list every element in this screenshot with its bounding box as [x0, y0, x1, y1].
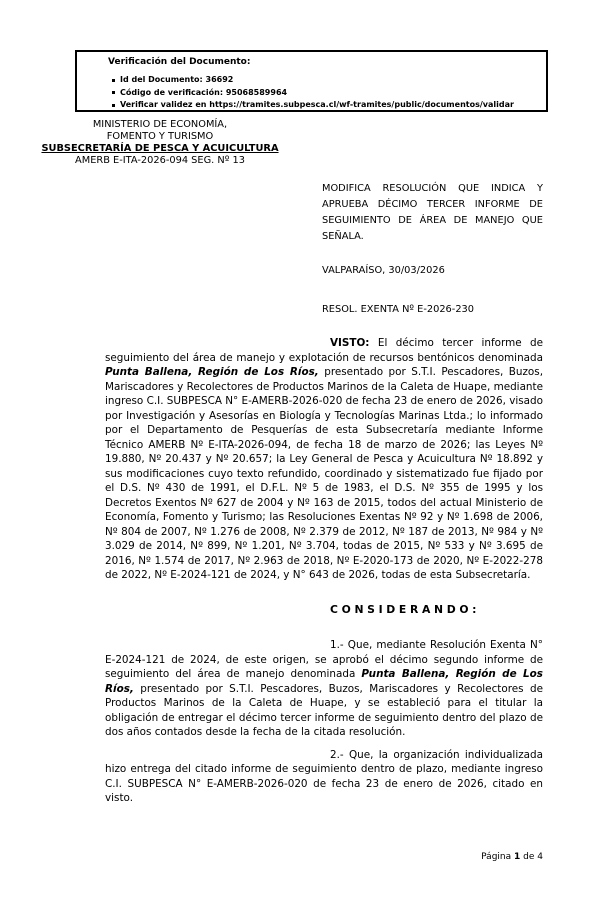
verification-item-url — [112, 99, 540, 112]
paragraph-text: presentado por S.T.I. Pescadores, Buzos, Mariscadores y Recolectores de Productos Marinos de la Caleta de Huape, y se estableció para el titular la obligación de entregar el décimo tercer informe de seguimiento dentro del plazo de dos años contados desde la fecha de la citada resolución. — [105, 682, 543, 738]
verification-item-text: Código de verificación: 95068589964 — [120, 87, 288, 97]
verification-item-text: Id del Documento: 36692 — [120, 75, 234, 84]
bullet-icon — [112, 104, 115, 107]
visto-label: VISTO: — [330, 337, 370, 349]
amerb-code-line: AMERB E-ITA-2026-094 SEG. Nº 13 — [75, 155, 245, 166]
resolution-number: RESOL. EXENTA Nº E-2026-230 — [322, 304, 475, 315]
considerando-paragraph-2 — [105, 748, 543, 806]
verification-item-document-id — [112, 74, 540, 87]
ministry-line-2: FOMENTO Y TURISMO — [106, 131, 214, 142]
subsecretaria-line: SUBSECRETARÍA DE PESCA Y ACUICULTURA — [41, 143, 279, 154]
considerando-heading: CONSIDERANDO: — [330, 602, 481, 616]
page-number: 1 — [514, 852, 521, 862]
visto-paragraph — [105, 336, 543, 583]
verification-box — [75, 50, 548, 112]
paragraph-text: 2.- Que, la organización individualizada hizo entrega del citado informe de seguimiento dentro de plazo, mediante ingreso C.I. SUBPESCA N° E-AMERB-2026-020 de fecha 23 de enero de 2026, citado en visto. — [105, 748, 543, 804]
considerando-paragraph-1 — [105, 638, 543, 740]
management-area-name: Punta Ballena, Región de Los Ríos, — [105, 668, 543, 695]
resolution-subject: MODIFICA RESOLUCIÓN QUE INDICA Y APRUEBA DÉCIMO TERCER INFORME DE SEGUIMIENTO DE ÁREA DE MANEJO QUE SEÑALA. — [322, 183, 543, 242]
ministry-line-1: MINISTERIO DE ECONOMÍA, — [92, 119, 228, 130]
bullet-icon — [112, 91, 115, 94]
visto-text: presentado por S.T.I. Pescadores, Buzos, Mariscadores y Recolectores de Productos Marinos de la Caleta de Huape, mediante ingreso C.I. SUBPESCA N° E-AMERB-2026-020 de fecha 23 de enero de 2026, visado por Investigación y Asesorías en Biología y Tecnologías Marinas Ltda.; lo informado por el Departamento de Pesquerías de esta Subsecretaría mediante Informe Técnico AMERB Nº E-ITA-2026-094, de fecha 18 de marzo de 2026; las Leyes Nº 19.880, Nº 20.437 y Nº 20.657; la Ley General de Pesca y Acuicultura Nº 18.892 y sus modificaciones cuyo texto refundido, coordinado y sistematizado fue fijado por el D.S. Nº 430 de 1991, el D.F.L. Nº 5 de 1983, el D.S. Nº 355 de 1995 y los Decretos Exentos Nº 627 de 2004 y Nº 163 de 2015, todos del actual Ministerio de Economía, Fomento y Turismo; las Resoluciones Exentas Nº 92 y Nº 1.698 de 2006, Nº 804 de 2007, Nº 1.276 de 2008, Nº 2.379 de 2012, Nº 187 de 2013, Nº 984 y Nº 3.029 de 2014, Nº 899, Nº 1.201, Nº 3.704, todas de 2015, Nº 533 y Nº 3.695 de 2016, Nº 1.574 de 2017, Nº 2.963 de 2018, Nº E-2020-173 de 2020, Nº E-2022-278 de 2022, Nº E-2024-121 de 2024, y N° 643 de 2026, todas de esta Subsecretaría. — [105, 366, 543, 581]
page-label: Página — [481, 852, 512, 862]
bullet-icon — [112, 79, 115, 82]
document-body — [105, 336, 543, 806]
paragraph-text: 1.- Que, mediante Resolución Exenta N° E-2024-121 de 2024, de este origen, se aprobó el décimo segundo informe de seguimiento del área de manejo denominada — [105, 639, 543, 680]
visto-text: El décimo tercer informe de seguimiento del área de manejo y explotación de recursos bentónicos denominada — [105, 337, 543, 364]
page-footer — [105, 852, 543, 862]
letterhead — [15, 119, 305, 167]
place-and-date: VALPARAÍSO, 30/03/2026 — [322, 265, 445, 276]
verification-item-code — [112, 87, 540, 100]
management-area-name: Punta Ballena, Región de Los Ríos, — [105, 366, 319, 378]
page-total: de 4 — [523, 852, 543, 862]
title-block — [322, 181, 543, 318]
verification-list — [112, 74, 540, 112]
verification-title: Verificación del Documento: — [108, 57, 251, 67]
verification-item-text: Verificar validez en https://tramites.subpesca.cl/wf-tramites/public/documentos/validar — [120, 100, 514, 109]
